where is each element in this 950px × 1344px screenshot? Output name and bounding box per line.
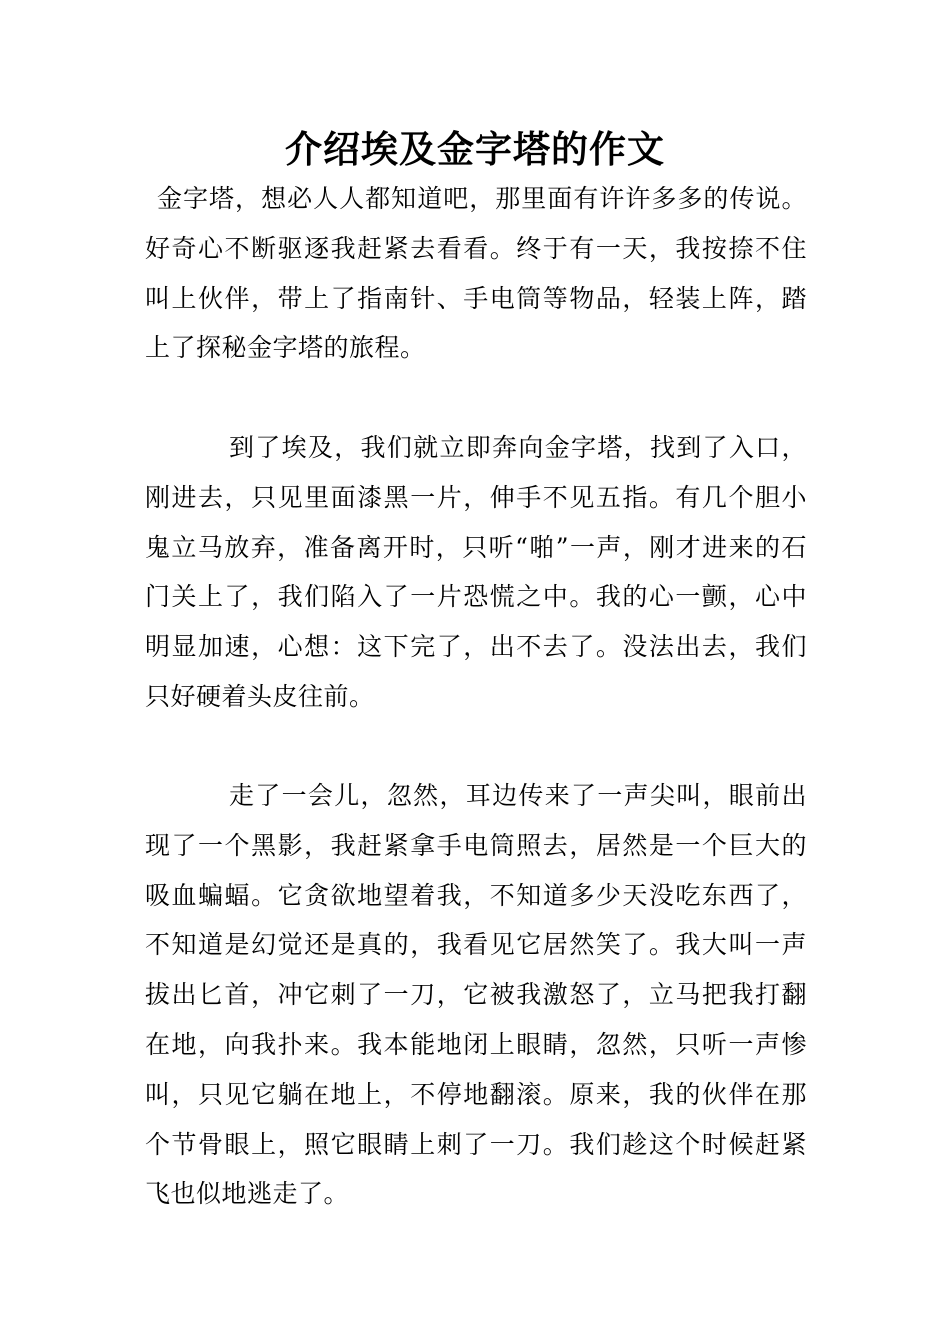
paragraph-3: 走了一会儿，忽然，耳边传来了一声尖叫，眼前出现了一个黑影，我赶紧拿手电筒照去，居然是一个巨大的吸血蝙蝠。它贪欲地望着我，不知道多少天没吃东西了，不知道是幻觉还是真的，我看见它居然笑了。我大叫一声拔出匕首，冲它刺了一刀，它被我激怒了，立马把我打翻在地，向我扑来。我本能地闭上眼睛，忽然，只听一声惨叫，只见它躺在地上，不停地翻滚。原来，我的伙伴在那个节骨眼上，照它眼睛上刺了一刀。我们趁这个时候赶紧飞也似地逃走了。 [145,781,807,1209]
paragraph-2: 到了埃及，我们就立即奔向金字塔，找到了入口，刚进去，只见里面漆黑一片，伸手不见五指。有几个胆小鬼立马放弃，准备离开时，只听“啪”一声，刚才进来的石门关上了，我们陷入了一片恐慌之中。我的心一颤，心中明显加速，心想：这下完了，出不去了。没法出去，我们只好硬着头皮往前。 [145,433,807,711]
paragraph-1: 金字塔，想必人人都知道吧，那里面有许许多多的传说。好奇心不断驱逐我赶紧去看看。终于有一天，我按捺不住叫上伙伴，带上了指南针、手电筒等物品，轻装上阵，踏上了探秘金字塔的旅程。 [145,184,807,363]
document-title: 介绍埃及金字塔的作文 [285,128,665,171]
